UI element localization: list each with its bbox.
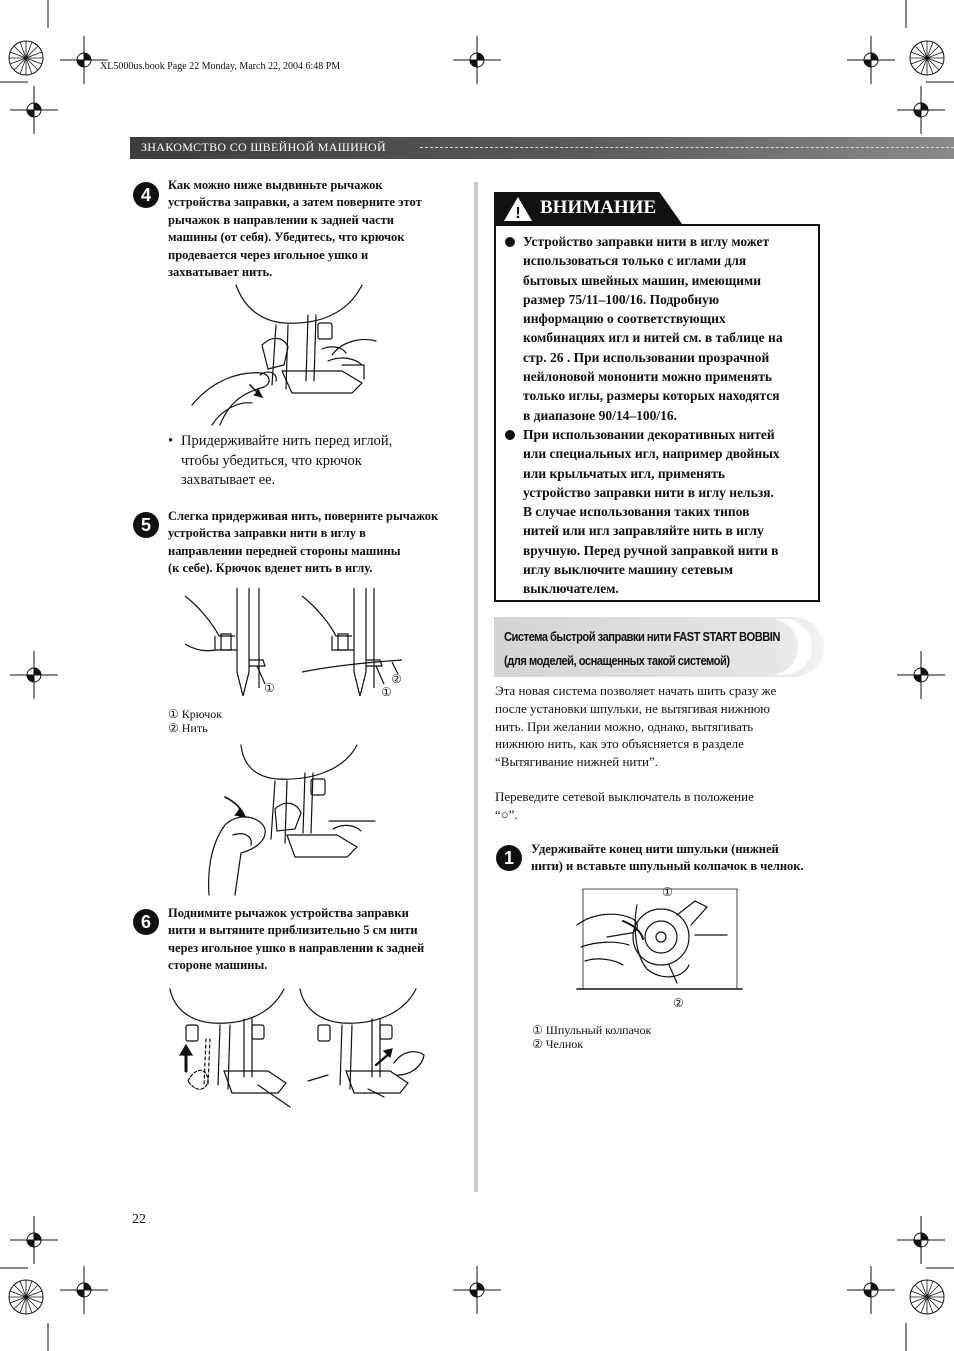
print-info: XL5000us.book Page 22 Monday, March 22, 2004 6:48 PM bbox=[100, 61, 341, 72]
step-5-illustration bbox=[205, 745, 375, 895]
bobbin-callout-2: ② bbox=[673, 996, 684, 1010]
warning-item-2 bbox=[523, 425, 815, 599]
step-4-line: машины (от себя). Убедитесь, что крючок bbox=[168, 230, 405, 245]
warning-line: только иглы, размеры которых находятся bbox=[523, 388, 780, 404]
bobbin-step-1-number: 1 bbox=[496, 845, 522, 871]
warning-line: выключателем. bbox=[523, 581, 619, 597]
warning-line: Устройство заправки нити в иглу может bbox=[523, 234, 770, 249]
warning-line: бытовых швейных машин, имеющими bbox=[523, 272, 762, 288]
target-mark-bottom-left bbox=[60, 1266, 108, 1314]
step-5-line: устройства заправки нити в иглу в bbox=[168, 526, 366, 541]
step-5-callout-1-left: ① bbox=[264, 681, 275, 695]
bobbin-step-1-line: Удерживайте конец нити шпульки (нижней bbox=[531, 842, 779, 856]
power-instruction bbox=[495, 788, 754, 824]
target-mark-right-mid bbox=[897, 651, 945, 699]
step-4-illustration bbox=[192, 285, 382, 425]
step-5-text bbox=[168, 508, 438, 578]
step-5-number: 5 bbox=[133, 512, 159, 538]
target-mark-bottom-center bbox=[453, 1266, 501, 1314]
intro-line: после установки шпульки, не вытягивая нижнюю bbox=[495, 700, 771, 716]
step-4-line: продевается через игольное ушко и bbox=[168, 247, 369, 262]
warning-line: в диапазоне 90/14–100/16. bbox=[523, 407, 677, 423]
target-mark-right-upper bbox=[897, 86, 945, 134]
warning-bullet-1 bbox=[505, 237, 515, 247]
warning-line: В случае использования таких типов bbox=[523, 504, 750, 520]
target-mark-top-center bbox=[453, 36, 501, 84]
warning-line: комбинациях игл и нитей см. в таблице на bbox=[523, 330, 783, 346]
target-mark-left-upper bbox=[10, 86, 58, 134]
target-mark-top-right bbox=[847, 36, 895, 84]
step-6-text bbox=[168, 905, 424, 975]
bobbin-legend bbox=[532, 1023, 651, 1051]
step-5-line: направлении передней стороны машины bbox=[168, 543, 401, 558]
target-mark-bottom-right bbox=[847, 1266, 895, 1314]
step-4-note-bullet: • bbox=[168, 433, 174, 449]
warning-line: или крыльчатых игл, применять bbox=[523, 465, 725, 481]
bobbin-callout-1: ① bbox=[662, 885, 673, 899]
column-divider bbox=[474, 182, 478, 1192]
legend-thread: ② Нить bbox=[168, 721, 208, 735]
step-4-note-line: Придерживайте нить перед иглой, bbox=[181, 433, 393, 449]
target-mark-left-mid bbox=[10, 651, 58, 699]
target-mark-right-lower bbox=[897, 1216, 945, 1264]
step-4-text bbox=[168, 177, 422, 281]
step-5-callout-1-right: ① bbox=[381, 685, 392, 699]
warning-item-1 bbox=[523, 232, 815, 425]
header-dashed-rule bbox=[420, 147, 954, 148]
intro-line: нить. При желании можно, однако, вытягивать bbox=[495, 718, 754, 734]
step-4-line: устройства заправки, а затем поверните этот bbox=[168, 195, 422, 210]
warning-line: размер 75/11–100/16. Подробную bbox=[523, 291, 720, 307]
step-5-line: (к себе). Крючок вденет нить в иглу. bbox=[168, 561, 373, 576]
legend-hook: ① Крючок bbox=[168, 707, 223, 721]
intro-line: “Вытягивание нижней нити”. bbox=[495, 754, 659, 770]
step-5-legend bbox=[168, 707, 222, 735]
warning-line: использоваться только с иглами для bbox=[523, 253, 747, 269]
step-4-note-line: захватывает ее. bbox=[181, 472, 276, 488]
power-line: Переведите сетевой выключатель в положение bbox=[495, 789, 754, 804]
corner-starburst-tl bbox=[9, 41, 43, 75]
step-6-line: стороне машины. bbox=[168, 958, 268, 973]
step-6-line: нити и вытяните приблизительно 5 см нити bbox=[168, 923, 418, 938]
corner-starburst-bl bbox=[9, 1280, 43, 1314]
step-4-note-line: чтобы убедиться, что крючок bbox=[181, 452, 362, 469]
target-mark-top-left bbox=[60, 36, 108, 84]
warning-line: иглу выключите машину сетевым bbox=[523, 562, 734, 578]
corner-starburst-tr bbox=[910, 41, 944, 75]
legend-bobbin-case: ① Шпульный колпачок bbox=[532, 1023, 652, 1037]
step-6-line: Поднимите рычажок устройства заправки bbox=[168, 906, 409, 920]
step-4-line: Как можно ниже выдвиньте рычажок bbox=[168, 178, 383, 192]
legend-shuttle: ② Челнок bbox=[532, 1037, 584, 1051]
warning-line: или специальных игл, например двойных bbox=[523, 446, 780, 462]
warning-triangle-icon bbox=[503, 196, 533, 222]
bobbin-step-1-text bbox=[531, 841, 804, 876]
step-5-line: Слегка придерживая нить, поверните рычажок bbox=[168, 509, 439, 523]
section-title-line-1: Система быстрой заправки нити FAST START BOBBIN bbox=[504, 629, 780, 644]
bobbin-case-illustration bbox=[577, 885, 742, 995]
intro-line: нижнюю нить, как это объясняется в разделе bbox=[495, 736, 744, 752]
step-4-note bbox=[181, 432, 392, 491]
step-6-number: 6 bbox=[133, 909, 159, 935]
warning-line: устройство заправки нити в иглу нельзя. bbox=[523, 484, 774, 500]
warning-bullet-2 bbox=[505, 430, 515, 440]
step-5-callout-2: ② bbox=[391, 672, 402, 686]
step-4-number: 4 bbox=[133, 182, 159, 208]
target-mark-left-lower bbox=[10, 1216, 58, 1264]
warning-line: нейлоновой мононити можно применять bbox=[523, 369, 773, 385]
warning-line: стр. 26 . При использовании прозрачной bbox=[523, 349, 770, 365]
intro-line: Эта новая система позволяет начать шить сразу же bbox=[495, 683, 777, 698]
warning-line: При использовании декоративных нитей bbox=[523, 427, 775, 442]
chapter-title: ЗНАКОМСТВО СО ШВЕЙНОЙ МАШИНОЙ bbox=[141, 140, 386, 154]
section-intro bbox=[495, 682, 776, 771]
warning-title: ВНИМАНИЕ bbox=[540, 197, 657, 218]
warning-line: информацию о соответствующих bbox=[523, 311, 726, 327]
warning-line: вручную. Перед ручной заправкой нити в bbox=[523, 542, 779, 558]
step-4-line: захватывает нить. bbox=[168, 265, 273, 280]
section-title-line-2: (для моделей, оснащенных такой системой) bbox=[504, 653, 730, 668]
warning-exclamation-mark: ! bbox=[515, 205, 521, 222]
power-line: “○”. bbox=[495, 806, 518, 822]
step-6-illustration-left bbox=[168, 985, 293, 1110]
section-title-band bbox=[494, 617, 824, 679]
step-6-illustration-right bbox=[298, 985, 428, 1110]
warning-line: нитей или игл заправляйте нить в иглу bbox=[523, 523, 764, 539]
corner-starburst-br bbox=[910, 1280, 944, 1314]
step-4-line: рычажок в направлении к задней части bbox=[168, 212, 394, 227]
bobbin-step-1-line: нити) и вставьте шпульный колпачок в челнок. bbox=[531, 859, 804, 874]
step-6-line: через игольное ушко в направлении к задней bbox=[168, 940, 425, 955]
page-number: 22 bbox=[132, 1212, 146, 1227]
